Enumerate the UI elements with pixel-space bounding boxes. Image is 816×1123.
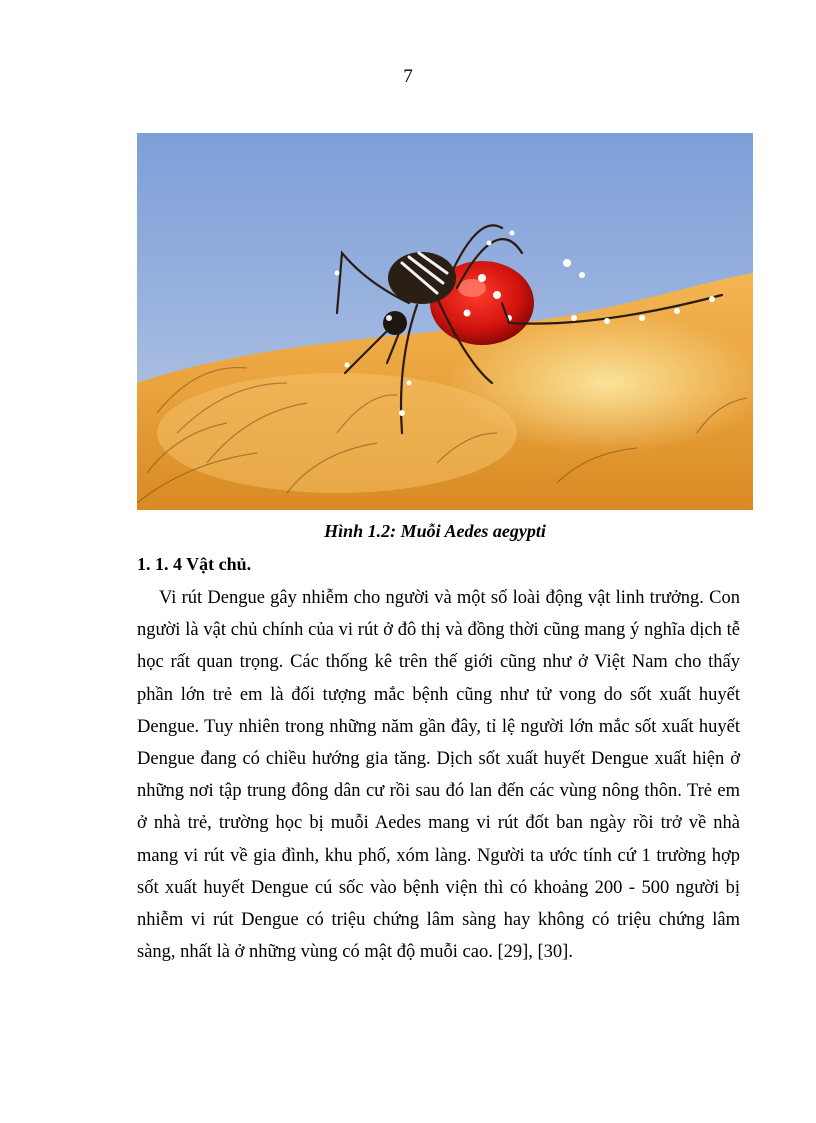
section-heading: 1. 1. 4 Vật chủ. (137, 554, 252, 574)
mosquito-photo (137, 133, 753, 510)
figure-caption: Hình 1.2: Muỗi Aedes aegypti (324, 521, 546, 541)
page-number: 7 (403, 66, 413, 87)
body-paragraph: Vi rút Dengue gây nhiễm cho người và một số loài động vật linh trưởng. Con người là vật chủ chính của vi rút ở đô thị và đồng thời cũng mang ý nghĩa dịch tễ học rất quan trọng. Các thống kê trên thế giới cũng như ở Việt Nam cho thấy phần lớn trẻ em là đối tượng mắc bệnh cũng như tử vong do sốt xuất huyết Dengue. Tuy nhiên trong những năm gần đây, tỉ lệ người lớn mắc sốt xuất huyết Dengue đang có chiều hướng gia tăng. Dịch sốt xuất huyết Dengue xuất hiện ở những nơi tập trung đông dân cư rồi sau đó lan đến các vùng nông thôn. Trẻ em ở nhà trẻ, trường học bị muỗi Aedes mang vi rút đốt ban ngày rồi trở về nhà mang vi rút về gia đình, khu phố, xóm làng. Người ta ước tính cứ 1 trường hợp sốt xuất huyết Dengue cú sốc vào bệnh viện thì có khoảng 200 - 500 người bị nhiễm vi rút Dengue có triệu chứng lâm sàng hay không có triệu chứng lâm sàng, nhất là ở những vùng có mật độ muỗi cao. [29], [30]. (137, 588, 740, 963)
